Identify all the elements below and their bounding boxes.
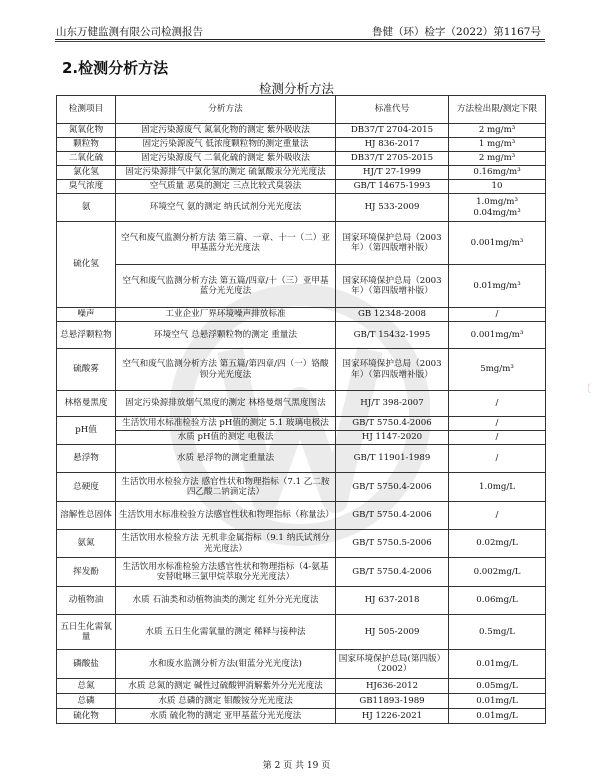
header-company: 山东万健监测有限公司检测报告 — [56, 26, 203, 38]
limit-cell: 0.16mg/m³ — [449, 166, 546, 180]
method-cell: 水质 硫化物的测定 亚甲基蓝分光光度法 — [116, 709, 336, 724]
table-row — [57, 349, 546, 391]
method-cell: 工业企业厂界环境噪声排放标准 — [116, 308, 336, 322]
limit-cell: 0.01mg/L — [449, 694, 546, 709]
table-header-row — [57, 96, 546, 124]
standard-cell: GB/T 5750.4-2006 — [336, 473, 449, 502]
method-cell: 生活饮用水标准检验方法 pH值的测定 5.1 玻璃电极法 — [116, 417, 336, 431]
standard-cell: HJ 1226-2021 — [336, 709, 449, 724]
standard-cell: HJ636-2012 — [336, 679, 449, 694]
method-cell: 空气和废气监测分析方法 第三篇、一章、十一（二）亚甲基蓝分光光度法 — [116, 222, 336, 265]
method-cell: 环境空气 总悬浮颗粒物的测定 重量法 — [116, 322, 336, 349]
table-row — [57, 166, 546, 180]
standard-cell: HJ 836-2017 — [336, 138, 449, 152]
table-row — [57, 558, 546, 587]
method-cell: 固定污染源排气中氯化氢的测定 硫氰酸汞分光光度法 — [116, 166, 336, 180]
item-cell: 溶解性总固体 — [57, 502, 116, 530]
item-cell: 挥发酚 — [57, 558, 116, 587]
methods-table — [56, 95, 546, 724]
method-cell: 固定污染源废气 氮氧化物的测定 紫外吸收法 — [116, 124, 336, 138]
limit-cell: 0.001mg/m³ — [449, 222, 546, 265]
limit-cell: 2 mg/m³ — [449, 124, 546, 138]
limit-cell: / — [449, 502, 546, 530]
seal-edge-mark: 〔 — [581, 384, 591, 395]
method-cell: 空气质量 恶臭的测定 三点比较式臭袋法 — [116, 180, 336, 194]
table-row — [57, 194, 546, 222]
limit-cell: / — [449, 431, 546, 445]
table-row — [57, 180, 546, 194]
item-cell: 二氧化硫 — [57, 152, 116, 166]
item-cell: 磷酸盐 — [57, 650, 116, 679]
standard-cell: DB37/T 2705-2015 — [336, 152, 449, 166]
item-cell: 氨 — [57, 194, 116, 222]
standard-cell: 国家环境保护总局(第四版）（2002） — [336, 650, 449, 679]
standard-cell: GB 12348-2008 — [336, 308, 449, 322]
standard-cell: GB/T 5750.5-2006 — [336, 530, 449, 558]
item-cell: 噪声 — [57, 308, 116, 322]
standard-cell: HJ 505-2009 — [336, 615, 449, 650]
table-row — [57, 138, 546, 152]
header-rule — [55, 39, 545, 40]
col-header-method: 分析方法 — [116, 96, 336, 124]
standard-cell: GB/T 5750.4-2006 — [336, 417, 449, 431]
item-cell: 林格曼黑度 — [57, 391, 116, 417]
item-cell: 总氮 — [57, 679, 116, 694]
item-cell: 硫化物 — [57, 709, 116, 724]
standard-cell: 国家环境保护总局（2003年）（第四版增补版） — [336, 265, 449, 308]
limit-cell: 0.06mg/L — [449, 587, 546, 615]
standard-cell: DB37/T 2704-2015 — [336, 124, 449, 138]
standard-cell: HJ 1147-2020 — [336, 431, 449, 445]
item-cell: 悬浮物 — [57, 445, 116, 473]
limit-cell: 1.0mg/L — [449, 473, 546, 502]
limit-cell: / — [449, 417, 546, 431]
limit-cell: 0.002mg/L — [449, 558, 546, 587]
standard-cell: GB11893-1989 — [336, 694, 449, 709]
page-header — [56, 23, 541, 39]
page-footer: 第 2 页 共 19 页 — [262, 761, 331, 771]
item-cell: 总悬浮颗粒物 — [57, 322, 116, 349]
method-cell: 水质 石油类和动植物油类的测定 红外分光光度法 — [116, 587, 336, 615]
table-row — [57, 308, 546, 322]
item-cell: 臭气浓度 — [57, 180, 116, 194]
limit-cell: 0.05mg/L — [449, 679, 546, 694]
limit-cell: 10 — [449, 180, 546, 194]
table-row — [57, 124, 546, 138]
method-cell: 空气和废气监测分析方法 第五篇/第四章/四（一）铬酸钡分光光度法 — [116, 349, 336, 391]
table-row — [57, 530, 546, 558]
table-row — [57, 615, 546, 650]
header-report-no: 鲁健（环）检字（2022）第1167号 — [372, 26, 541, 38]
table-row — [57, 391, 546, 417]
method-cell: 水质 悬浮物的测定重量法 — [116, 445, 336, 473]
section-title: 2.检测分析方法 — [62, 59, 169, 77]
standard-cell: 国家环境保护总局（2003年）（第四版增补版） — [336, 349, 449, 391]
method-cell: 生活饮用水检验方法 感官性状和物理指标（7.1 乙二胺四乙酸二钠滴定法） — [116, 473, 336, 502]
standard-cell: HJ/T 27-1999 — [336, 166, 449, 180]
table-row — [57, 222, 546, 265]
standard-cell: GB/T 11901-1989 — [336, 445, 449, 473]
table-row — [57, 152, 546, 166]
limit-cell: 0.01mg/L — [449, 650, 546, 679]
col-header-item: 检测项目 — [57, 96, 116, 124]
limit-cell: / — [449, 308, 546, 322]
limit-cell: / — [449, 391, 546, 417]
method-cell: 生活饮用水检验方法 无机非金属指标（9.1 纳氏试剂分光光度法） — [116, 530, 336, 558]
method-cell: 水质 总磷的测定 钼酸铵分光光度法 — [116, 694, 336, 709]
standard-cell: 国家环境保护总局（2003年）（第四版增补版） — [336, 222, 449, 265]
limit-cell: 0.5mg/L — [449, 615, 546, 650]
method-cell: 水和废水监测分析方法(钼蓝分光光度法) — [116, 650, 336, 679]
standard-cell: HJ/T 398-2007 — [336, 391, 449, 417]
item-cell: 硫化氢 — [57, 222, 116, 308]
standard-cell: GB/T 14675-1993 — [336, 180, 449, 194]
method-cell: 环境空气 氨的测定 纳氏试剂分光光度法 — [116, 194, 336, 222]
table-row — [57, 650, 546, 679]
limit-cell: / — [449, 445, 546, 473]
table-row — [57, 709, 546, 724]
method-cell: 生活饮用水标准检验方法感官性状和物理指标（称量法） — [116, 502, 336, 530]
limit-cell: 0.01mg/m³ — [449, 265, 546, 308]
method-cell: 水质 总氮的测定 碱性过硫酸钾消解紫外分光光度法 — [116, 679, 336, 694]
method-cell: 水质 pH值的测定 电极法 — [116, 431, 336, 445]
method-cell: 固定污染源排放烟气黑度的测定 林格曼烟气黑度图法 — [116, 391, 336, 417]
limit-cell: 0.01mg/L — [449, 709, 546, 724]
standard-cell: GB/T 5750.4-2006 — [336, 558, 449, 587]
standard-cell: GB/T 15432-1995 — [336, 322, 449, 349]
limit-cell: 0.001mg/m³ — [449, 322, 546, 349]
table-title: 检测分析方法 — [258, 81, 334, 96]
col-header-limit: 方法检出限/测定下限 — [449, 96, 546, 124]
item-cell: 五日生化需氧量 — [57, 615, 116, 650]
limit-cell: 2 mg/m³ — [449, 152, 546, 166]
item-cell: 总磷 — [57, 694, 116, 709]
item-cell: 氮氧化物 — [57, 124, 116, 138]
item-cell: 氯化氢 — [57, 166, 116, 180]
table-row — [57, 322, 546, 349]
method-cell: 固定污染源废气 二氧化硫的测定 紫外吸收法 — [116, 152, 336, 166]
standard-cell: HJ 533-2009 — [336, 194, 449, 222]
method-cell: 水质 五日生化需氧量的测定 稀释与接种法 — [116, 615, 336, 650]
item-cell: 总硬度 — [57, 473, 116, 502]
col-header-standard: 标准代号 — [336, 96, 449, 124]
method-cell: 生活饮用水标准检验方法感官性状和物理指标（4-氨基安替吡啉三氯甲烷萃取分光光度法） — [116, 558, 336, 587]
method-cell: 空气和废气监测分析方法 第五篇/四章/十（三）亚甲基蓝分光光度法 — [116, 265, 336, 308]
table-row — [57, 445, 546, 473]
table-row — [57, 431, 546, 445]
table-row — [57, 694, 546, 709]
item-cell: 颗粒物 — [57, 138, 116, 152]
method-cell: 固定污染源废气 低浓度颗粒物的测定重量法 — [116, 138, 336, 152]
table-row — [57, 587, 546, 615]
table-row — [57, 265, 546, 308]
table-row — [57, 417, 546, 431]
item-cell: 动植物油 — [57, 587, 116, 615]
item-cell: pH值 — [57, 417, 116, 445]
table-row — [57, 473, 546, 502]
header-rule-thin — [55, 41, 545, 42]
limit-cell: 5mg/m³ — [449, 349, 546, 391]
item-cell: 氨氮 — [57, 530, 116, 558]
limit-cell: 1 mg/m³ — [449, 138, 546, 152]
table-row — [57, 502, 546, 530]
limit-cell: 1.0mg/m³ 0.04mg/m³ — [449, 194, 546, 222]
item-cell: 硫酸雾 — [57, 349, 116, 391]
table-row — [57, 679, 546, 694]
standard-cell: HJ 637-2018 — [336, 587, 449, 615]
limit-cell: 0.02mg/L — [449, 530, 546, 558]
standard-cell: GB/T 5750.4-2006 — [336, 502, 449, 530]
